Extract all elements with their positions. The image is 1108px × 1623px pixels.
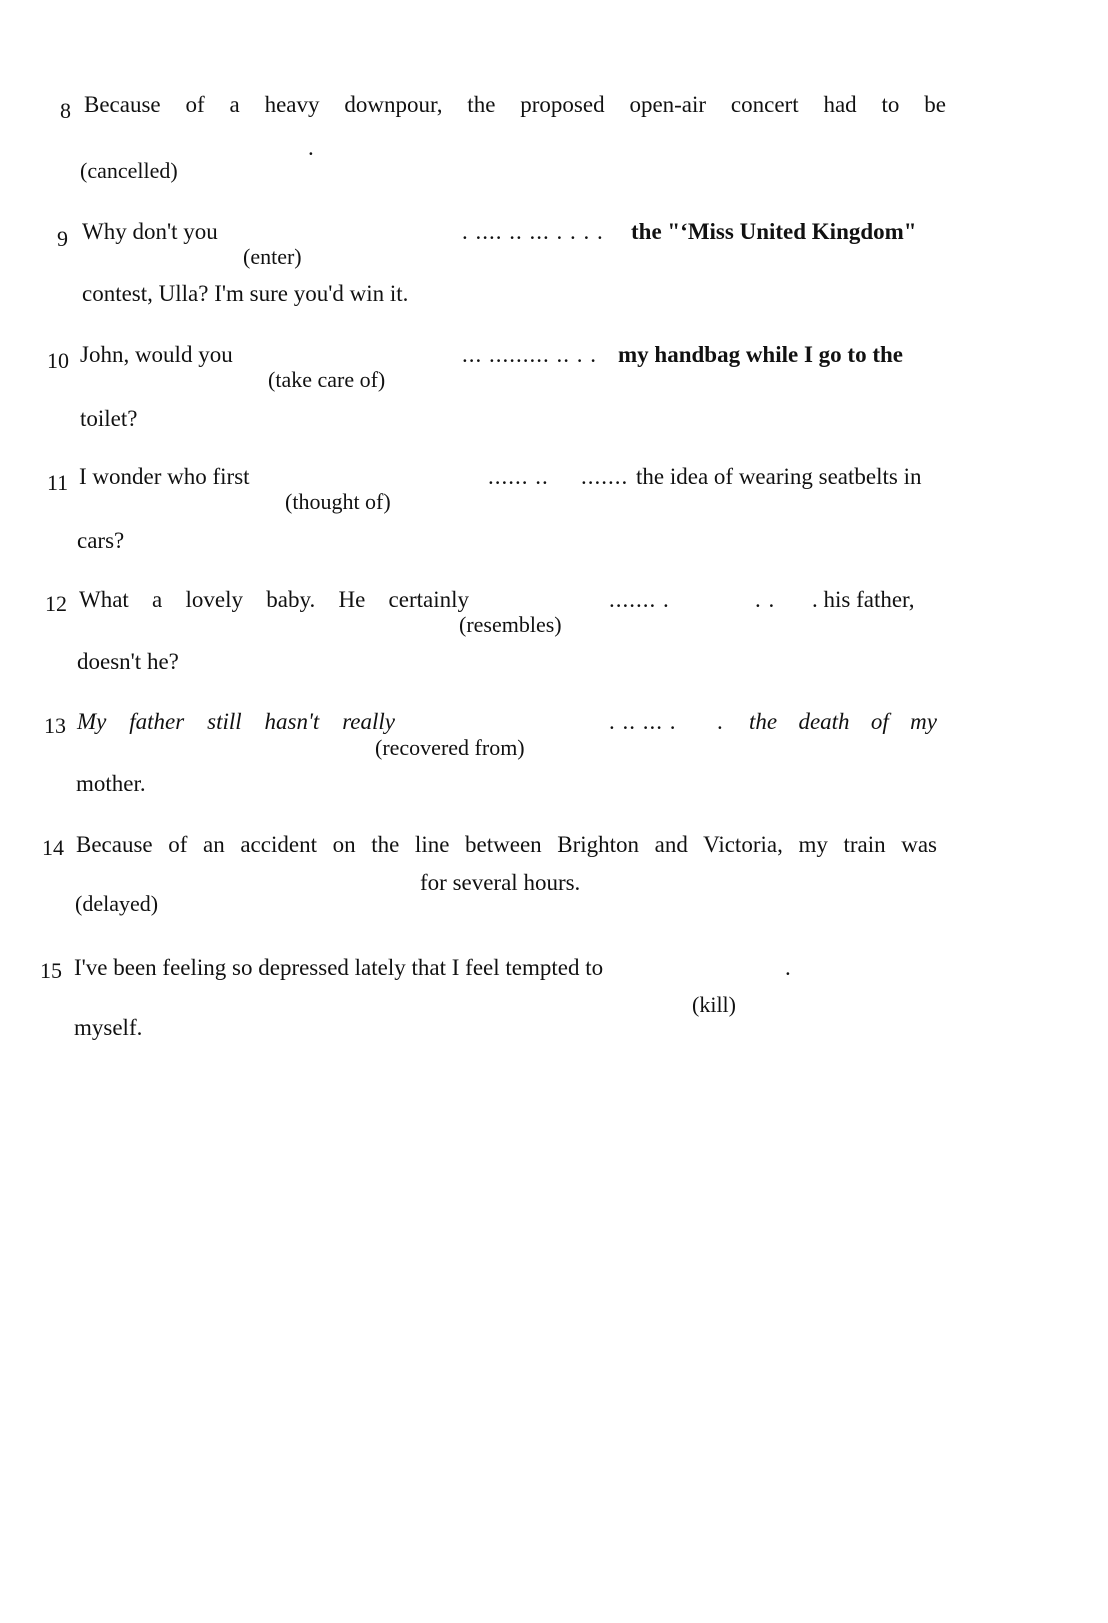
item-12-dots: ....... . [609,587,670,612]
item-10-dots: ... ......... .. . . [462,342,597,367]
item-9-tail: the "‘Miss United Kingdom" [631,219,917,244]
item-15-line2: myself. [74,1015,143,1040]
item-9-line2: contest, Ulla? I'm sure you'd win it. [82,281,409,306]
item-13-line2: mother. [76,771,146,796]
item-8-hint: (cancelled) [80,158,178,183]
item-10-lead: John, would you [80,342,233,367]
item-9-hint: (enter) [243,244,302,269]
item-10-tail: my handbag while I go to the [618,342,903,367]
item-11-tail: the idea of wearing seatbelts in [636,464,922,489]
item-13-number: 13 [44,713,66,738]
item-15-lead: I've been feeling so depressed lately that I feel tempted to [74,955,604,980]
item-13-tail: the death of my [749,709,937,734]
item-9-dots: . .... .. ... . . . . [462,219,604,244]
item-13-dots-2: . [717,709,723,734]
item-12-line2: doesn't he? [77,649,179,674]
item-15-blank-mark: . [785,955,791,980]
item-10-number: 10 [47,348,69,373]
item-14-sentence: Because of an accident on the line between Brighton and Victoria, my train was [76,832,937,857]
item-8-blank-mark: . [308,135,314,160]
item-12-lead: What a lovely baby. He certainly [79,587,469,612]
item-9-lead: Why don't you [82,219,218,244]
item-12-hint: (resembles) [459,612,562,637]
item-11-dots: ...... .. [488,464,549,489]
item-12-number: 12 [45,591,67,616]
item-8-sentence: Because of a heavy downpour, the proposed open-air concert had to be [84,92,946,117]
item-12-tail: . his father, [812,587,915,612]
item-14-number: 14 [42,835,64,860]
item-12-dots-2: . . [755,587,776,612]
item-8-number: 8 [60,98,71,123]
item-14-sentence-end: for several hours. [420,870,581,895]
item-15-number: 15 [40,958,62,983]
item-14-hint: (delayed) [75,891,159,916]
item-11-line2: cars? [77,528,125,553]
item-15-hint: (kill) [692,992,736,1017]
item-13-lead: My father still hasn't really [77,709,395,734]
item-9-number: 9 [57,226,68,251]
item-11-lead: I wonder who first [79,464,250,489]
item-11-hint: (thought of) [285,489,391,514]
item-10-line2: toilet? [80,406,138,431]
item-10-hint: (take care of) [268,367,386,392]
item-11-number: 11 [47,470,69,495]
item-13-dots: . .. ... . [609,709,677,734]
item-11-dots-2: ....... [581,464,629,489]
item-13-hint: (recovered from) [375,735,525,760]
